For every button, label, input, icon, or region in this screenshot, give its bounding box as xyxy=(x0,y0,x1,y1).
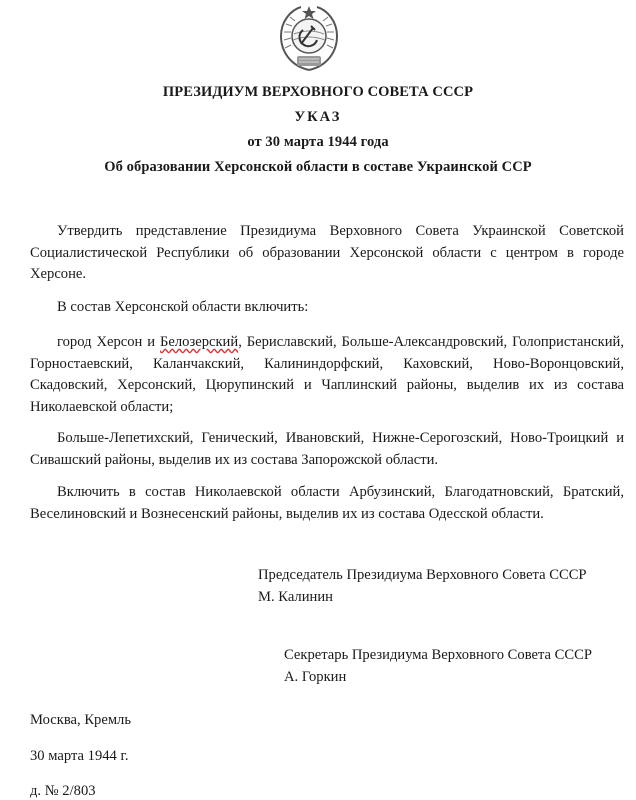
paragraph-include-intro xyxy=(30,297,624,319)
text-segment: город Херсон и xyxy=(57,334,161,350)
text-segment: , Бериславский, Больше-Александровский, Голопристанский, Горностаевский, Каланчакский, Калининдорфский, Каховский, Ново-Воронцовский, Скадовский, Херсонский, Цюрупинский и Чаплинский районы, выделив их из состава Николаевской области; xyxy=(30,334,624,415)
secretary-name: А. Горкин xyxy=(284,668,347,685)
decree-title: Об образовании Херсонской области в составе Украинской ССР xyxy=(104,159,532,175)
issue-date: 30 марта 1944 г. xyxy=(30,748,129,764)
paragraph-odessa-districts-text: Включить в состав Николаевской области Арбузинский, Благодатновский, Братский, Веселиновский и Вознесенский районы, выделив их из состава Одесской области. xyxy=(30,484,624,522)
decree-date: от 30 марта 1944 года xyxy=(247,134,389,150)
paragraph-zaporozhye-districts xyxy=(30,428,624,471)
paragraph-zaporozhye-districts-text: Больше-Лепетихский, Генический, Ивановский, Нижне-Серогозский, Ново-Троицкий и Сивашский районы, выделив их из состава Запорожской области. xyxy=(30,430,624,468)
paragraph-odessa-districts xyxy=(30,482,624,525)
paragraph-include-intro-text: В состав Херсонской области включить: xyxy=(57,299,309,315)
chairman-title: Председатель Президиума Верховного Совета СССР xyxy=(258,567,587,583)
secretary-title: Секретарь Президиума Верховного Совета СССР xyxy=(284,647,592,663)
paragraph-approve xyxy=(30,221,624,286)
paragraph-nikolaev-districts-text xyxy=(30,332,624,418)
presidium-heading: ПРЕЗИДИУМ ВЕРХОВНОГО СОВЕТА СССР xyxy=(162,84,474,100)
decree-label: УКАЗ xyxy=(294,109,342,125)
ussr-coat-of-arms-icon xyxy=(277,4,341,72)
spellcheck-highlighted-word: Белозерский xyxy=(160,334,239,350)
chairman-signature-block xyxy=(258,565,587,608)
paragraph-nikolaev-districts xyxy=(30,332,624,418)
place-of-issue: Москва, Кремль xyxy=(30,712,131,728)
decree-number: д. № 2/803 xyxy=(30,783,96,799)
chairman-name: М. Калинин xyxy=(258,588,333,605)
paragraph-approve-text: Утвердить представление Президиума Верховного Совета Украинской Советской Социалистической Республики об образовании Херсонской области с центром в городе Херсоне. xyxy=(30,223,624,282)
secretary-signature-block xyxy=(284,645,592,688)
